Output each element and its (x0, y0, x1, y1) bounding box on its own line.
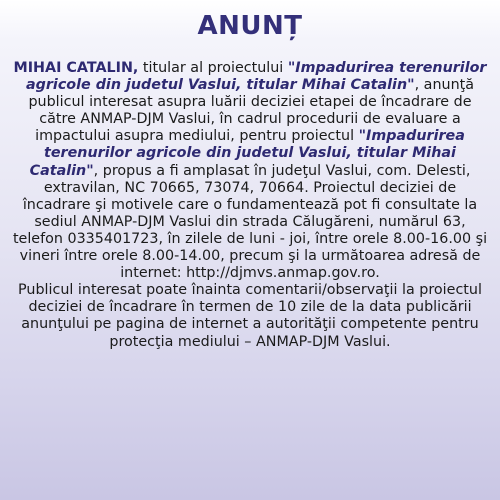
announcement-body (8, 60, 492, 351)
project-title-second: "Impadurirea terenurilor agricole din judetul Vaslui, titular Mihai Catalin" (29, 128, 465, 179)
body-text-decision: , anunţă publicul interesat asupra luării deciziei etapei de încadrare de către ANMAP-DJM Vaslui, în cadrul procedurii de evaluare a impactului asupra mediului, pentru proiectul (28, 77, 474, 145)
body-text-intro: titular al proiectului (138, 60, 288, 76)
project-title-first: "Impadurirea terenurilor agricole din judetul Vaslui, titular Mihai Catalin" (25, 60, 487, 94)
body-text-public-comments: Publicul interesat poate înainta comentarii/observaţii la proiectul deciziei de încadrare în termen de 10 zile de la data publicării anunţului pe pagina de internet a autorităţii competente pentru protecţia mediului – ANMAP-DJM Vaslui. (18, 282, 482, 350)
announcement-title: ANUNȚ (197, 11, 303, 41)
applicant-name: MIHAI CATALIN, (13, 60, 139, 76)
body-text-location-contact: , propus a fi amplasat în judeţul Vaslui, com. Delesti, extravilan, NC 70665, 73074, 70664. Proiectul deciziei de încadrare şi motivele care o fundamentează pot fi consultate la sediul ANMAP-DJM Vaslui din strada Călugăreni, numărul 63, telefon 0335401723, în zilele de luni - joi, între orele 8.00-16.00 şi vineri între orele 8.00-14.00, precum şi la următoarea adresă de internet: http://djmvs.anmap.gov.ro. (12, 162, 488, 282)
